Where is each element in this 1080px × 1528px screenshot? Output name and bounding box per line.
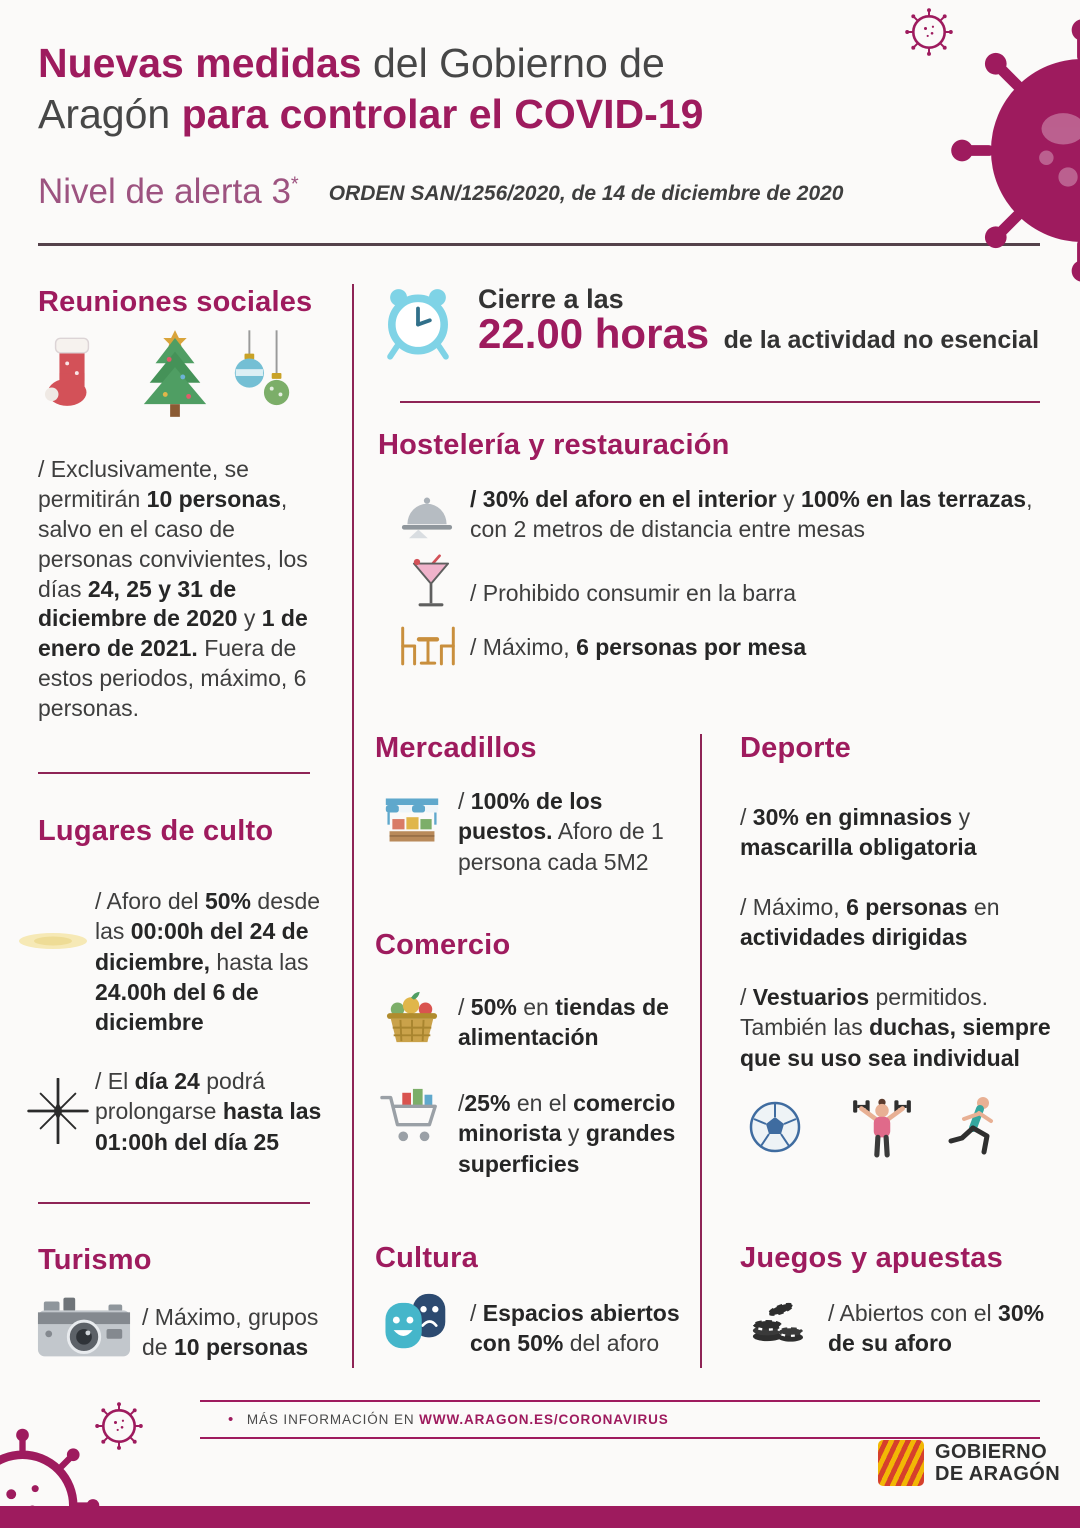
page-title [38, 38, 908, 140]
soccer-ball-icon [748, 1100, 802, 1154]
section-heading-mercadillos: Mercadillos [375, 732, 537, 764]
section-heading-reuniones: Reuniones sociales [38, 286, 313, 318]
logo-line-2: DE ARAGÓN [935, 1463, 1061, 1485]
logo-line-1: GOBIERNO [935, 1440, 1048, 1463]
shopping-cart-icon [378, 1086, 444, 1146]
alert-asterisk: * [290, 173, 299, 196]
reuniones-text: / Exclusivamente, se permitirán 10 personas, salvo en el caso de personas convivientes, los días 24, 25 y 31 de diciembre de 2020 y 1 de enero de 2021. Fuera de estos periodos, máximo, 6 personas. [38, 456, 308, 722]
deporte-item-3-text: / Vestuarios permitidos. También las duchas, siempre que su uso sea individual [740, 984, 1051, 1071]
gobierno-aragon-logo [878, 1440, 1060, 1486]
divider-reuniones-culto [38, 772, 310, 774]
virus-icon-large [950, 18, 1080, 283]
logo-text [935, 1441, 1060, 1486]
weightlifter-icon [852, 1092, 912, 1158]
ornaments-icon [228, 330, 296, 420]
section-heading-turismo: Turismo [38, 1244, 152, 1276]
mercadillos-text: / 100% de los puestos. Aforo de 1 persona cada 5M2 [458, 788, 664, 875]
footer-info-url[interactable]: WWW.ARAGON.ES/CORONAVIRUS [419, 1412, 669, 1427]
turismo-text: / Máximo, grupos de 10 personas [142, 1304, 319, 1361]
title-part-2: del Gobierno de [361, 40, 665, 86]
closure-suffix: de la actividad no esencial [723, 326, 1040, 354]
deporte-item-2-text: / Máximo, 6 personas en actividades dirigidas [740, 894, 1000, 951]
juegos-text: / Abiertos con el 30% de su aforo [828, 1300, 1045, 1357]
title-part-3: Aragón [38, 90, 182, 137]
serving-dish-icon [398, 488, 456, 540]
section-heading-cultura: Cultura [375, 1242, 478, 1274]
alert-row [38, 172, 843, 212]
culto-item-2-text: / El día 24 podrá prolongarse hasta las 01:00h del día 25 [95, 1068, 322, 1155]
divider-cierre [400, 401, 1040, 403]
cocktail-icon [410, 552, 452, 614]
divider-middle-column [700, 734, 702, 1368]
header-rule [38, 243, 1040, 246]
candle-glow-icon [16, 928, 90, 954]
poker-chips-icon [748, 1292, 806, 1346]
footer-info-band [200, 1400, 1040, 1439]
theater-masks-icon [380, 1292, 458, 1350]
divider-culto-turismo [38, 1202, 310, 1204]
comercio-item-1-text: / 50% en tiendas de alimentación [458, 994, 669, 1051]
aragon-flag-icon [878, 1440, 924, 1486]
virus-icon-footer-small [95, 1402, 143, 1450]
hosteleria-item-1-text: / 30% del aforo en el interior y 100% en las terrazas, con 2 metros de distancia entre mesas [470, 486, 1033, 543]
order-reference: ORDEN SAN/1256/2020, de 14 de diciembre de 2020 [328, 182, 844, 205]
hosteleria-item-2-text: / Prohibido consumir en la barra [470, 580, 796, 606]
section-heading-hosteleria: Hostelería y restauración [378, 429, 730, 461]
comercio-item-2-text: /25% en el comercio minorista y grandes superficies [458, 1090, 676, 1177]
closure-time: 22.00 horas [478, 310, 710, 357]
hosteleria-item-3-text: / Máximo, 6 personas por mesa [470, 634, 807, 660]
star-icon [25, 1078, 91, 1144]
stocking-icon [44, 334, 100, 416]
market-stall-icon [383, 792, 441, 848]
closure-line2 [478, 310, 1039, 358]
deporte-item-1-text: / 30% en gimnasios y mascarilla obligatoria [740, 804, 977, 861]
cultura-text: / Espacios abiertos con 50% del aforo [470, 1300, 680, 1357]
camera-icon [36, 1296, 132, 1360]
grocery-basket-icon [383, 990, 441, 1044]
culto-item-1-text: / Aforo del 50% desde las 00:00h del 24 de diciembre, hasta las 24.00h del 6 de diciembre [95, 888, 321, 1036]
section-heading-juegos: Juegos y apuestas [740, 1242, 1003, 1274]
closure-line1: Cierre a las [478, 284, 624, 314]
virus-icon-small [905, 8, 953, 56]
divider-left-column [352, 284, 354, 1368]
alert-level: Nivel de alerta 3* [38, 172, 299, 211]
footer-bullet: • [228, 1411, 235, 1428]
runner-icon [948, 1094, 1002, 1158]
footer-info-prefix: MÁS INFORMACIÓN EN [246, 1412, 420, 1427]
table-chairs-icon [396, 624, 460, 668]
title-part-4: para controlar el COVID-19 [181, 90, 704, 137]
section-heading-comercio: Comercio [375, 929, 511, 961]
bottom-accent-bar [0, 1506, 1080, 1528]
section-heading-culto: Lugares de culto [38, 815, 274, 847]
section-heading-deporte: Deporte [740, 732, 851, 764]
christmas-tree-icon [138, 328, 212, 420]
title-part-1: Nuevas medidas [38, 40, 362, 86]
alarm-clock-icon [380, 282, 456, 362]
